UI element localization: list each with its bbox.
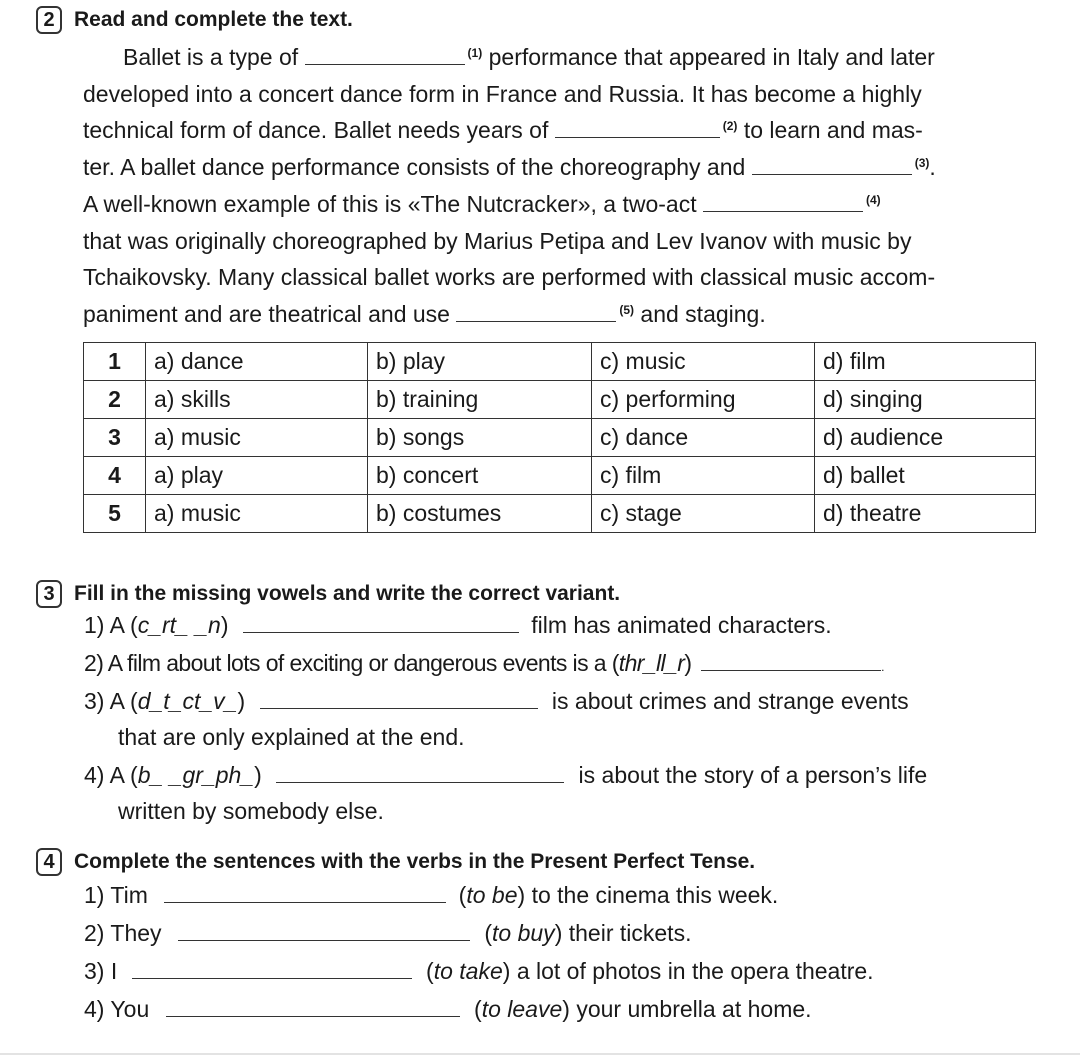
exercise-title: Fill in the missing vowels and write the correct variant. bbox=[74, 582, 621, 605]
answer-field[interactable] bbox=[260, 690, 538, 709]
gap-marker: (4) bbox=[865, 192, 881, 207]
option-c[interactable]: c) film bbox=[592, 457, 815, 495]
option-d[interactable]: d) audience bbox=[815, 419, 1036, 457]
answer-gap-4[interactable] bbox=[703, 193, 863, 212]
table-row bbox=[84, 419, 1036, 457]
item-continuation: written by somebody else. bbox=[118, 798, 384, 824]
answer-field[interactable] bbox=[164, 884, 446, 903]
option-c[interactable]: c) stage bbox=[592, 495, 815, 533]
text-line: Ballet is a type of $^{(1)}$ performance that appeared in Italy and later bbox=[123, 44, 935, 70]
row-number: 1 bbox=[84, 343, 146, 381]
text-line: ter. A ballet dance performance consists of the choreography and $^{(3)}$. bbox=[83, 154, 936, 181]
list-item: 2) A film about lots of exciting or dangerous events is a (thr_ll_r) . bbox=[84, 650, 884, 676]
exercise-title: Complete the sentences with the verbs in the Present Perfect Tense. bbox=[74, 850, 756, 873]
answer-gap-1[interactable] bbox=[305, 46, 465, 65]
option-a[interactable]: a) skills bbox=[146, 381, 368, 419]
option-c[interactable]: c) dance bbox=[592, 419, 815, 457]
option-a[interactable]: a) play bbox=[146, 457, 368, 495]
option-a[interactable]: a) dance bbox=[146, 343, 368, 381]
exercise-2-header bbox=[36, 6, 353, 34]
page-bottom-divider bbox=[0, 1053, 1080, 1055]
exercise-number: 2 bbox=[36, 6, 62, 34]
gap-marker: (5) bbox=[619, 302, 635, 317]
list-item: 3) I (to take) a lot of photos in the opera theatre. bbox=[84, 958, 874, 984]
option-a[interactable]: a) music bbox=[146, 419, 368, 457]
option-b[interactable]: b) songs bbox=[368, 419, 592, 457]
text-line: Tchaikovsky. Many classical ballet works are performed with classical music accom- bbox=[83, 264, 936, 291]
answer-field[interactable] bbox=[701, 652, 881, 671]
answer-field[interactable] bbox=[132, 960, 412, 979]
reading-text bbox=[83, 39, 1035, 333]
option-c[interactable]: c) music bbox=[592, 343, 815, 381]
answer-gap-2[interactable] bbox=[555, 119, 720, 138]
text-line: A well-known example of this is «The Nutcracker», a two-act $^{(4)}$ bbox=[83, 190, 881, 217]
gap-marker: (1) bbox=[467, 46, 483, 60]
exercise-number: 4 bbox=[36, 848, 62, 876]
answer-field[interactable] bbox=[166, 998, 460, 1017]
option-b[interactable]: b) play bbox=[368, 343, 592, 381]
list-item: 1) Tim (to be) to the cinema this week. bbox=[84, 882, 779, 908]
exercise-4-header bbox=[36, 848, 755, 876]
option-b[interactable]: b) costumes bbox=[368, 495, 592, 533]
option-d[interactable]: d) ballet bbox=[815, 457, 1036, 495]
item-continuation: that are only explained at the end. bbox=[118, 724, 465, 750]
table-row bbox=[84, 343, 1036, 381]
table-row bbox=[84, 457, 1036, 495]
option-c[interactable]: c) performing bbox=[592, 381, 815, 419]
row-number: 5 bbox=[84, 495, 146, 533]
list-item: 4) You (to leave) your umbrella at home. bbox=[84, 996, 812, 1022]
table-row bbox=[84, 381, 1036, 419]
option-b[interactable]: b) concert bbox=[368, 457, 592, 495]
option-a[interactable]: a) music bbox=[146, 495, 368, 533]
answer-field[interactable] bbox=[276, 764, 564, 783]
exercise-number: 3 bbox=[36, 580, 62, 608]
exercise-title: Read and complete the text. bbox=[74, 8, 353, 31]
list-item: 4) A (b_ _gr_ph_) is about the story of a person’s life bbox=[84, 762, 928, 788]
text-line: developed into a concert dance form in France and Russia. It has become a highly bbox=[83, 80, 922, 107]
row-number: 4 bbox=[84, 457, 146, 495]
options-table bbox=[83, 342, 1036, 533]
text-line: that was originally choreographed by Marius Petipa and Lev Ivanov with music by bbox=[83, 227, 912, 254]
option-d[interactable]: d) singing bbox=[815, 381, 1036, 419]
gap-marker: (2) bbox=[722, 119, 738, 134]
answer-field[interactable] bbox=[243, 614, 519, 633]
answer-gap-5[interactable] bbox=[456, 303, 616, 322]
exercise-3-header bbox=[36, 580, 620, 608]
text-line: paniment and are theatrical and use $^{(5)}$ and staging. bbox=[83, 300, 766, 327]
table-row bbox=[84, 495, 1036, 533]
text-line: technical form of dance. Ballet needs years of $^{(2)}$ to learn and mas- bbox=[83, 117, 923, 144]
answer-gap-3[interactable] bbox=[752, 156, 912, 175]
option-d[interactable]: d) film bbox=[815, 343, 1036, 381]
row-number: 3 bbox=[84, 419, 146, 457]
list-item: 1) A (c_rt_ _n) film has animated characters. bbox=[84, 612, 832, 638]
gap-marker: (3) bbox=[914, 156, 930, 171]
option-b[interactable]: b) training bbox=[368, 381, 592, 419]
list-item: 2) They (to buy) their tickets. bbox=[84, 920, 692, 946]
list-item: 3) A (d_t_ct_v_) is about crimes and strange events bbox=[84, 688, 909, 714]
row-number: 2 bbox=[84, 381, 146, 419]
option-d[interactable]: d) theatre bbox=[815, 495, 1036, 533]
answer-field[interactable] bbox=[178, 922, 470, 941]
